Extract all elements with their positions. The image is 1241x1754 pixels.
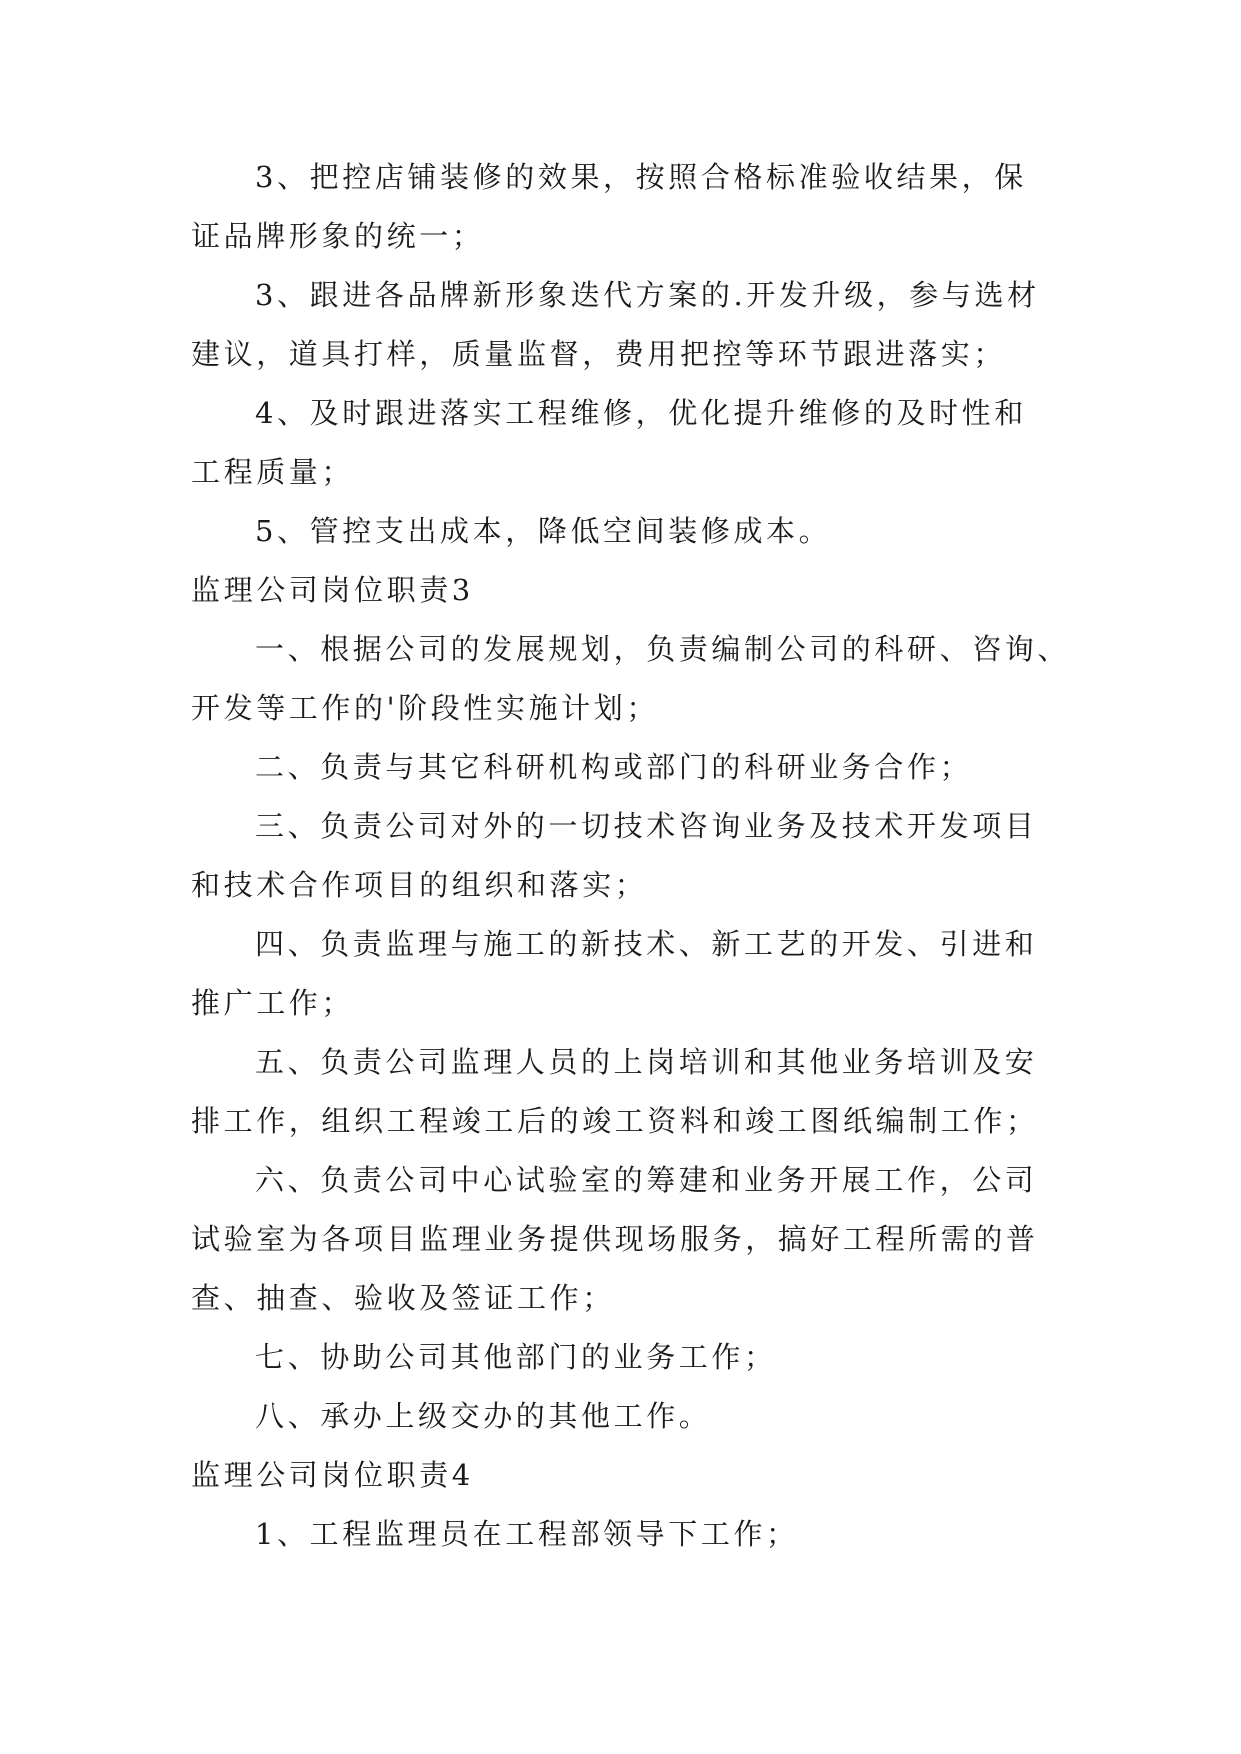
text-line: 5、管控支出成本，降低空间装修成本。 [255,514,832,548]
text-line: 推广工作； [191,986,355,1020]
text-line: 3、把控店铺装修的效果，按照合格标准验收结果，保 [255,160,1027,194]
text-line: 六、负责公司中心试验室的筹建和业务开展工作，公司 [255,1163,1038,1197]
text-line: 试验室为各项目监理业务提供现场服务，搞好工程所需的普 [191,1222,1039,1256]
text-line: 二、负责与其它科研机构或部门的科研业务合作； [255,750,973,784]
document-body [191,160,1071,1552]
text-line: 3、跟进各品牌新形象迭代方案的.开发升级，参与选材 [255,278,1040,312]
text-line: 建议，道具打样，质量监督，费用把控等环节跟进落实； [191,337,1007,371]
text-line: 八、承办上级交办的其他工作。 [255,1399,712,1433]
text-line: 查、抽查、验收及签证工作； [191,1281,615,1315]
text-line: 一、根据公司的发展规划，负责编制公司的科研、咨询、 [255,632,1071,666]
text-line: 开发等工作的'阶段性实施计划； [191,691,659,725]
text-line: 4、及时跟进落实工程维修，优化提升维修的及时性和 [255,396,1027,430]
text-line: 和技术合作项目的组织和落实； [191,868,648,902]
text-line: 三、负责公司对外的一切技术咨询业务及技术开发项目 [255,809,1038,843]
section-heading: 监理公司岗位职责3 [191,573,474,607]
text-line: 证品牌形象的统一； [191,219,485,253]
text-line: 五、负责公司监理人员的上岗培训和其他业务培训及安 [255,1045,1038,1079]
text-line: 工程质量； [191,455,355,489]
text-line: 排工作，组织工程竣工后的竣工资料和竣工图纸编制工作； [191,1104,1039,1138]
section-heading: 监理公司岗位职责4 [191,1458,474,1492]
text-line: 四、负责监理与施工的新技术、新工艺的开发、引进和 [255,927,1038,961]
text-line: 七、协助公司其他部门的业务工作； [255,1340,777,1374]
text-line: 1、工程监理员在工程部领导下工作； [255,1517,799,1551]
